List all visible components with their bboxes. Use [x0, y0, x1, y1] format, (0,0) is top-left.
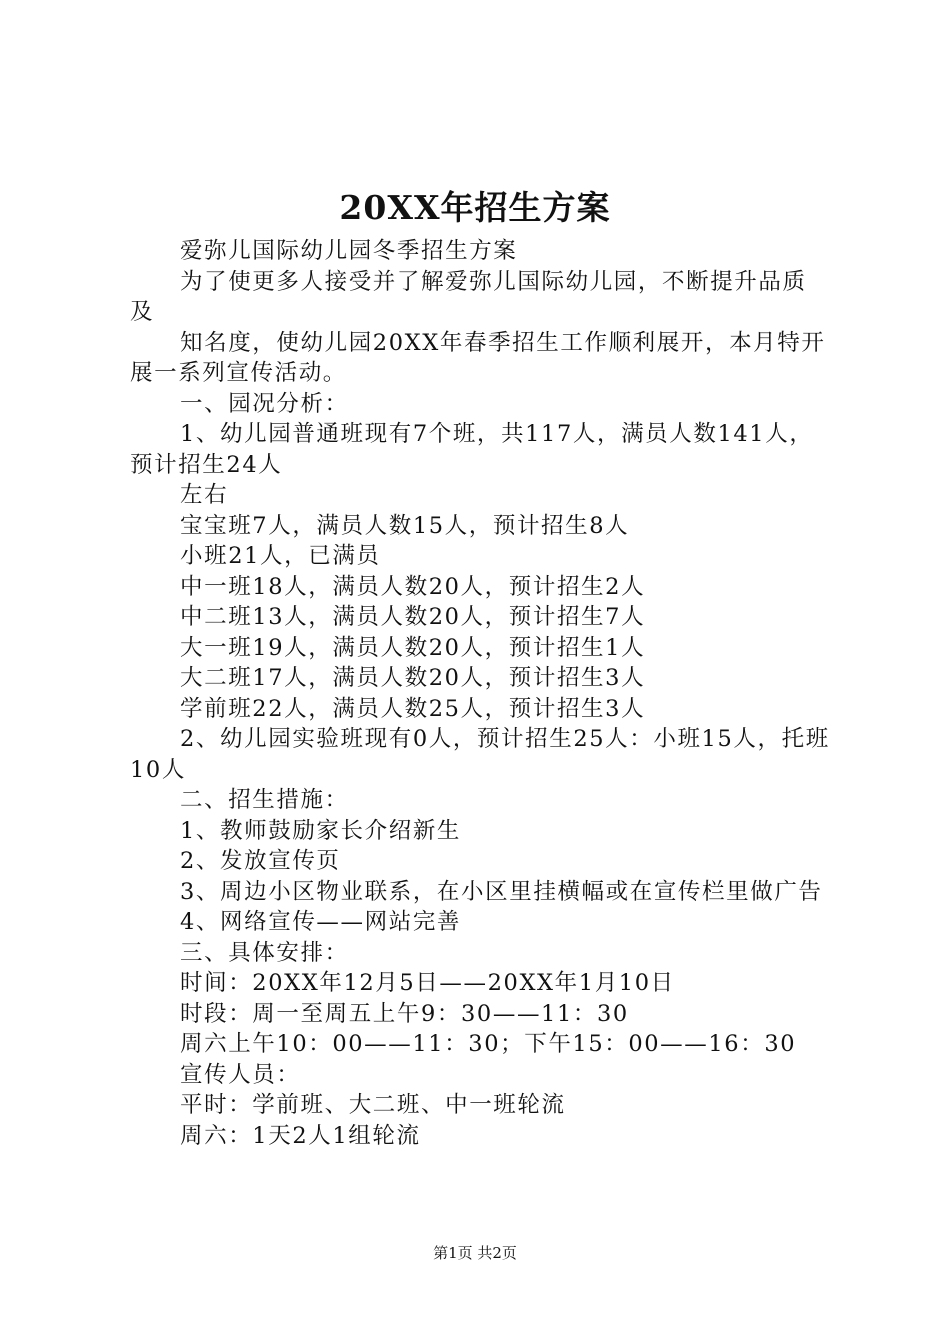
schedule-line: 周六上午10：00——11：30；下午15：00——16：30 [180, 1031, 797, 1057]
section-heading: 一、园况分析： [180, 390, 349, 417]
paragraph: 为了使更多人接受并了解爱弥儿国际幼儿园，不断提升品质及 [130, 268, 807, 325]
paragraph: 知名度，使幼儿园20XX年春季招生工作顺利展开，本月特开展一系列宣传活动。 [130, 329, 826, 386]
paragraph: 左右 [180, 482, 229, 508]
class-line: 中一班18人，满员人数20人，预计招生2人 [180, 573, 646, 600]
measure-item: 2、发放宣传页 [180, 848, 341, 874]
class-line: 宝宝班7人，满员人数15人，预计招生8人 [180, 512, 630, 539]
measure-item: 3、周边小区物业联系，在小区里挂横幅或在宣传栏里做广告 [180, 878, 823, 905]
paragraph: 爱弥儿国际幼儿园冬季招生方案 [180, 238, 518, 264]
schedule-line: 周六：1天2人1组轮流 [180, 1122, 421, 1149]
schedule-line: 宣传人员： [180, 1061, 301, 1088]
section-heading: 三、具体安排： [180, 939, 349, 966]
measure-item: 4、网络宣传——网站完善 [180, 909, 462, 935]
schedule-line: 时间：20XX年12月5日——20XX年1月10日 [180, 970, 675, 996]
class-line: 学前班22人，满员人数25人，预计招生3人 [180, 695, 646, 722]
class-line: 大二班17人，满员人数20人，预计招生3人 [180, 665, 646, 691]
measure-item: 1、教师鼓励家长介绍新生 [180, 817, 462, 844]
schedule-line: 时段：周一至周五上午9：30——11：30 [180, 1000, 629, 1027]
document-body [130, 236, 830, 1151]
paragraph: 2、幼儿园实验班现有0人，预计招生25人：小班15人，托班10人 [130, 726, 830, 783]
schedule-line: 平时：学前班、大二班、中一班轮流 [180, 1092, 566, 1118]
class-line: 中二班13人，满员人数20人，预计招生7人 [180, 604, 646, 630]
document-title: 20XX年招生方案 [339, 188, 611, 227]
class-line: 大一班19人，满员人数20人，预计招生1人 [180, 634, 646, 661]
paragraph: 1、幼儿园普通班现有7个班，共117人，满员人数141人，预计招生24人 [130, 421, 814, 478]
section-heading: 二、招生措施： [180, 787, 349, 813]
page-footer: 第1页 共2页 [433, 1244, 517, 1262]
class-line: 小班21人，已满员 [180, 543, 381, 569]
